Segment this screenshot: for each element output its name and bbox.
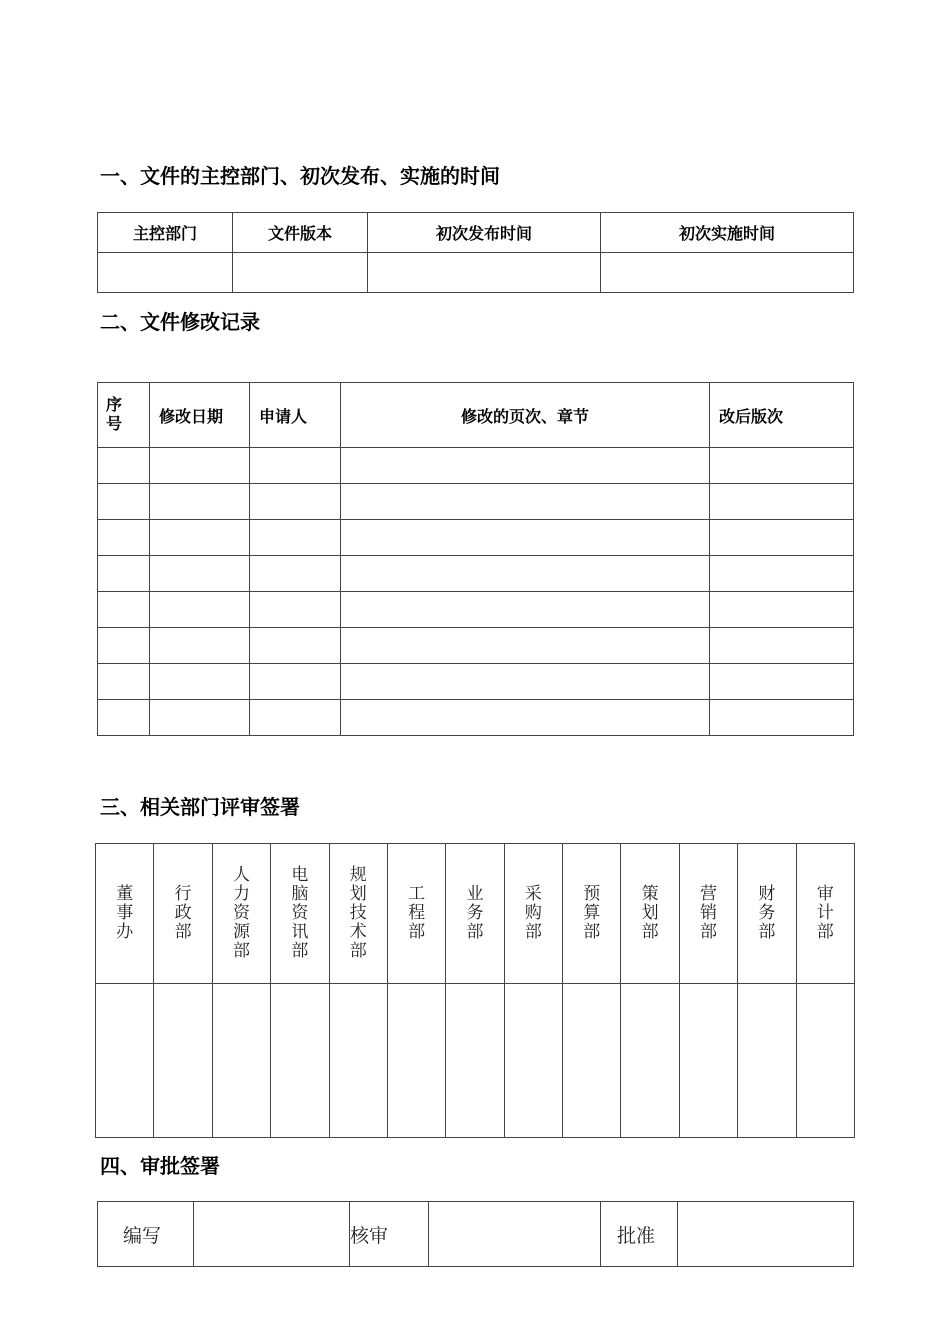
dept-header: 财务部 <box>738 844 796 984</box>
cell-prepared-by[interactable] <box>194 1202 350 1267</box>
header-first-release-time: 初次发布时间 <box>368 213 601 253</box>
revision-record-table <box>97 382 854 736</box>
dept-signature-cell[interactable] <box>679 984 737 1138</box>
dept-header: 业务部 <box>446 844 504 984</box>
header-controlling-dept: 主控部门 <box>98 213 233 253</box>
dept-header: 董事办 <box>96 844 154 984</box>
label-reviewed-by: 核审 <box>350 1202 429 1267</box>
dept-signature-cell[interactable] <box>96 984 154 1138</box>
header-document-version: 文件版本 <box>233 213 368 253</box>
dept-signature-cell[interactable] <box>796 984 855 1138</box>
dept-signature-cell[interactable] <box>446 984 504 1138</box>
dept-header: 电脑资讯部 <box>271 844 329 984</box>
dept-signature-cell[interactable] <box>621 984 679 1138</box>
approval-table <box>97 1201 854 1267</box>
section-heading-4: 四、审批签署 <box>100 1154 220 1178</box>
section-heading-3: 三、相关部门评审签署 <box>100 795 300 819</box>
table-row <box>98 448 854 484</box>
dept-header: 审计部 <box>796 844 855 984</box>
dept-signature-cell[interactable] <box>212 984 270 1138</box>
table-row <box>98 628 854 664</box>
dept-header: 工程部 <box>387 844 445 984</box>
header-seq-no: 序号 <box>98 383 150 448</box>
dept-header: 预算部 <box>563 844 621 984</box>
dept-header: 策划部 <box>621 844 679 984</box>
dept-signature-cell[interactable] <box>387 984 445 1138</box>
dept-signature-cell[interactable] <box>504 984 562 1138</box>
cell-first-implementation-time[interactable] <box>601 253 854 293</box>
cell-approved-by[interactable] <box>678 1202 854 1267</box>
dept-signature-cell[interactable] <box>271 984 329 1138</box>
label-approved-by: 批准 <box>601 1202 678 1267</box>
header-revised-pages: 修改的页次、章节 <box>341 383 710 448</box>
dept-header: 营销部 <box>679 844 737 984</box>
section-heading-2: 二、文件修改记录 <box>100 310 260 334</box>
cell-reviewed-by[interactable] <box>429 1202 601 1267</box>
dept-signature-cell[interactable] <box>563 984 621 1138</box>
header-revision-date: 修改日期 <box>150 383 250 448</box>
header-revised-version: 改后版次 <box>710 383 854 448</box>
label-prepared-by: 编写 <box>98 1202 194 1267</box>
table-row <box>98 592 854 628</box>
cell-controlling-dept[interactable] <box>98 253 233 293</box>
table-row <box>98 484 854 520</box>
dept-header: 采购部 <box>504 844 562 984</box>
dept-signature-cell[interactable] <box>738 984 796 1138</box>
publish-info-table <box>97 212 854 293</box>
dept-signature-cell[interactable] <box>329 984 387 1138</box>
header-first-implementation-time: 初次实施时间 <box>601 213 854 253</box>
table-row <box>98 700 854 736</box>
cell-first-release-time[interactable] <box>368 253 601 293</box>
dept-header: 规划技术部 <box>329 844 387 984</box>
table-row <box>98 556 854 592</box>
section-heading-1: 一、文件的主控部门、初次发布、实施的时间 <box>100 164 500 188</box>
dept-signature-cell[interactable] <box>154 984 212 1138</box>
cell-document-version[interactable] <box>233 253 368 293</box>
header-applicant: 申请人 <box>250 383 341 448</box>
department-review-table <box>95 843 855 1138</box>
dept-header: 行政部 <box>154 844 212 984</box>
dept-header: 人力资源部 <box>212 844 270 984</box>
table-row <box>98 664 854 700</box>
table-row <box>98 520 854 556</box>
